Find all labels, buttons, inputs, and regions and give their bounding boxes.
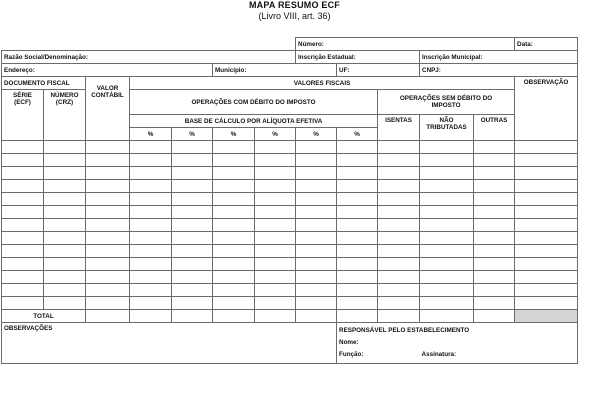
entry-cell[interactable] xyxy=(213,219,255,232)
endereco-field[interactable]: Endereço: xyxy=(2,64,213,77)
entry-cell[interactable] xyxy=(474,258,515,271)
entry-cell[interactable] xyxy=(2,271,44,284)
entry-cell[interactable] xyxy=(378,206,420,219)
entry-cell[interactable] xyxy=(130,271,172,284)
entry-cell[interactable] xyxy=(172,284,213,297)
entry-cell[interactable] xyxy=(172,232,213,245)
entry-cell[interactable] xyxy=(130,141,172,154)
entry-cell[interactable] xyxy=(130,180,172,193)
table-row xyxy=(2,245,578,258)
entry-cell[interactable] xyxy=(130,232,172,245)
entry-cell[interactable] xyxy=(255,271,296,284)
entry-cell[interactable] xyxy=(44,284,86,297)
total-label: TOTAL xyxy=(2,310,86,323)
op-sem-debito-header xyxy=(378,90,515,115)
entry-cell[interactable] xyxy=(378,180,420,193)
entry-cell[interactable] xyxy=(515,219,578,232)
entry-cell[interactable] xyxy=(378,271,420,284)
nao-line1: NÃO xyxy=(439,117,454,124)
entry-cell[interactable] xyxy=(296,167,337,180)
entry-cell[interactable] xyxy=(296,297,337,310)
numero-field[interactable]: Número: xyxy=(296,38,515,51)
entry-cell[interactable] xyxy=(86,193,130,206)
entry-cell[interactable] xyxy=(378,245,420,258)
table-row xyxy=(2,193,578,206)
entry-cell[interactable] xyxy=(130,193,172,206)
entry-cell[interactable] xyxy=(172,271,213,284)
numero-line2: (CRZ) xyxy=(55,99,74,106)
entry-cell[interactable] xyxy=(255,232,296,245)
entry-cell[interactable] xyxy=(296,141,337,154)
entry-cell[interactable] xyxy=(44,141,86,154)
total-cell[interactable] xyxy=(378,310,420,323)
uf-field[interactable]: UF: xyxy=(337,64,420,77)
entry-cell[interactable] xyxy=(2,258,44,271)
form-title: MAPA RESUMO ECF xyxy=(248,0,340,10)
entry-cell[interactable] xyxy=(44,232,86,245)
entry-cell[interactable] xyxy=(337,193,378,206)
entry-cell[interactable] xyxy=(213,284,255,297)
entry-cell[interactable] xyxy=(44,219,86,232)
entry-cell[interactable] xyxy=(86,245,130,258)
entry-cell[interactable] xyxy=(2,193,44,206)
table-row xyxy=(2,284,578,297)
entry-cell[interactable] xyxy=(296,154,337,167)
entry-cell[interactable] xyxy=(378,258,420,271)
entry-cell[interactable] xyxy=(172,206,213,219)
numero-crz-header xyxy=(44,90,86,141)
entry-cell[interactable] xyxy=(337,154,378,167)
op-com-debito-header: OPERAÇÕES COM DÉBITO DO IMPOSTO xyxy=(130,90,378,115)
table-row xyxy=(2,206,578,219)
entry-cell[interactable] xyxy=(213,180,255,193)
entry-cell[interactable] xyxy=(172,258,213,271)
entry-cell[interactable] xyxy=(420,245,474,258)
entry-cell[interactable] xyxy=(44,297,86,310)
aliquota-pct-5: % xyxy=(296,128,337,141)
entry-cell[interactable] xyxy=(378,284,420,297)
table-row xyxy=(2,297,578,310)
entry-cell[interactable] xyxy=(86,141,130,154)
entry-cell[interactable] xyxy=(172,167,213,180)
entry-cell[interactable] xyxy=(44,245,86,258)
data-field[interactable]: Data: xyxy=(515,38,578,51)
table-row xyxy=(2,219,578,232)
entry-cell[interactable] xyxy=(515,154,578,167)
entry-cell[interactable] xyxy=(172,219,213,232)
isentas-header: ISENTAS xyxy=(378,115,420,141)
entry-cell[interactable] xyxy=(515,167,578,180)
entry-cell[interactable] xyxy=(296,232,337,245)
entry-cell[interactable] xyxy=(296,206,337,219)
signature-line xyxy=(339,349,575,361)
entry-cell[interactable] xyxy=(2,206,44,219)
entry-cell[interactable] xyxy=(420,141,474,154)
mapa-resumo-table xyxy=(1,37,578,364)
entry-cell[interactable] xyxy=(378,297,420,310)
entry-cell[interactable] xyxy=(296,258,337,271)
entry-cell[interactable] xyxy=(2,167,44,180)
table-row xyxy=(2,232,578,245)
entry-cell[interactable] xyxy=(474,167,515,180)
entry-cell[interactable] xyxy=(420,271,474,284)
entry-cell[interactable] xyxy=(420,284,474,297)
entry-cell[interactable] xyxy=(474,193,515,206)
entry-cell[interactable] xyxy=(172,193,213,206)
entry-cell[interactable] xyxy=(474,206,515,219)
entry-cell[interactable] xyxy=(255,193,296,206)
aliquota-pct-6: % xyxy=(337,128,378,141)
entry-cell[interactable] xyxy=(2,297,44,310)
assinatura-field[interactable]: Assinatura: xyxy=(421,351,457,358)
entry-cell[interactable] xyxy=(474,297,515,310)
entry-cell[interactable] xyxy=(86,206,130,219)
total-cell[interactable] xyxy=(296,310,337,323)
op-sem-debito-line2: IMPOSTO xyxy=(431,102,461,109)
entry-cell[interactable] xyxy=(515,141,578,154)
numero-line1: NÚMERO xyxy=(50,92,79,99)
entry-cell[interactable] xyxy=(86,167,130,180)
entry-cell[interactable] xyxy=(337,206,378,219)
funcao-field[interactable]: Função: xyxy=(339,351,364,358)
entry-cell[interactable] xyxy=(420,167,474,180)
entry-cell[interactable] xyxy=(337,180,378,193)
entry-cell[interactable] xyxy=(86,232,130,245)
entry-cell[interactable] xyxy=(255,245,296,258)
serie-header xyxy=(2,90,44,141)
total-cell[interactable] xyxy=(420,310,474,323)
entry-cell[interactable] xyxy=(515,284,578,297)
entry-cell[interactable] xyxy=(2,141,44,154)
aliquota-pct-2: % xyxy=(172,128,213,141)
entry-cell[interactable] xyxy=(337,219,378,232)
entry-cell[interactable] xyxy=(296,180,337,193)
entry-cell[interactable] xyxy=(420,219,474,232)
entry-cell[interactable] xyxy=(213,232,255,245)
entry-cell[interactable] xyxy=(255,154,296,167)
entry-cell[interactable] xyxy=(213,206,255,219)
entry-cell[interactable] xyxy=(515,297,578,310)
entry-cell[interactable] xyxy=(172,154,213,167)
entry-cell[interactable] xyxy=(515,245,578,258)
entry-cell[interactable] xyxy=(255,297,296,310)
nao-line2: TRIBUTADAS xyxy=(426,124,467,131)
entry-cell[interactable] xyxy=(378,219,420,232)
entry-cell[interactable] xyxy=(172,245,213,258)
serie-line1: SÉRIE xyxy=(13,92,32,99)
entry-cell[interactable] xyxy=(296,284,337,297)
entry-cell[interactable] xyxy=(378,232,420,245)
total-cell[interactable] xyxy=(172,310,213,323)
entry-cell[interactable] xyxy=(44,258,86,271)
entry-cell[interactable] xyxy=(296,193,337,206)
entry-cell[interactable] xyxy=(296,271,337,284)
entry-cell[interactable] xyxy=(420,232,474,245)
entry-cell[interactable] xyxy=(515,206,578,219)
entry-cell[interactable] xyxy=(130,154,172,167)
entry-cell[interactable] xyxy=(296,245,337,258)
entry-cell[interactable] xyxy=(130,284,172,297)
total-cell[interactable] xyxy=(86,310,130,323)
valor-line2: CONTÁBIL xyxy=(91,92,124,99)
entry-cell[interactable] xyxy=(213,258,255,271)
entry-cell[interactable] xyxy=(44,193,86,206)
entry-cell[interactable] xyxy=(337,245,378,258)
entry-cell[interactable] xyxy=(44,180,86,193)
entry-cell[interactable] xyxy=(2,180,44,193)
entry-cell[interactable] xyxy=(86,284,130,297)
entry-cell[interactable] xyxy=(213,271,255,284)
entry-cell[interactable] xyxy=(337,141,378,154)
entry-cell[interactable] xyxy=(420,206,474,219)
entry-cell[interactable] xyxy=(515,232,578,245)
entry-cell[interactable] xyxy=(337,232,378,245)
documento-fiscal-header: DOCUMENTO FISCAL xyxy=(2,77,86,90)
entry-cell[interactable] xyxy=(420,193,474,206)
total-cell[interactable] xyxy=(337,310,378,323)
entry-cell[interactable] xyxy=(255,206,296,219)
entry-cell[interactable] xyxy=(130,219,172,232)
entry-cell[interactable] xyxy=(86,180,130,193)
valor-contabil-header xyxy=(86,77,130,141)
entry-cell[interactable] xyxy=(378,167,420,180)
entry-cell[interactable] xyxy=(255,180,296,193)
nome-field[interactable]: Nome: xyxy=(339,339,359,346)
entry-cell[interactable] xyxy=(130,167,172,180)
entry-cell[interactable] xyxy=(86,297,130,310)
entry-cell[interactable] xyxy=(337,297,378,310)
valores-fiscais-header: VALORES FISCAIS xyxy=(130,77,515,90)
entry-cell[interactable] xyxy=(2,219,44,232)
entry-cell[interactable] xyxy=(474,245,515,258)
entry-cell[interactable] xyxy=(337,167,378,180)
table-row xyxy=(2,258,578,271)
razao-social-field[interactable]: Razão Social/Denominação: xyxy=(2,51,296,64)
aliquota-pct-1: % xyxy=(130,128,172,141)
entry-cell[interactable] xyxy=(255,141,296,154)
observacao-header: OBSERVAÇÃO xyxy=(515,77,578,141)
table-row xyxy=(2,167,578,180)
total-cell[interactable] xyxy=(213,310,255,323)
observacoes-box[interactable]: OBSERVAÇÕES xyxy=(2,323,337,364)
entry-cell[interactable] xyxy=(420,154,474,167)
entry-cell[interactable] xyxy=(296,219,337,232)
entry-cell[interactable] xyxy=(2,232,44,245)
entry-cell[interactable] xyxy=(515,258,578,271)
responsavel-box xyxy=(337,323,578,364)
valor-line1: VALOR xyxy=(96,85,119,92)
entry-cell[interactable] xyxy=(130,258,172,271)
entry-cell[interactable] xyxy=(420,180,474,193)
entry-cell[interactable] xyxy=(515,193,578,206)
nao-tributadas-header xyxy=(420,115,474,141)
entry-cell[interactable] xyxy=(515,271,578,284)
entry-cell[interactable] xyxy=(337,258,378,271)
entry-cell[interactable] xyxy=(172,180,213,193)
entry-cell[interactable] xyxy=(474,180,515,193)
entry-cell[interactable] xyxy=(172,141,213,154)
form-subtitle: (Livro VIII, art. 36) xyxy=(258,11,331,21)
entry-cell[interactable] xyxy=(420,258,474,271)
entry-cell[interactable] xyxy=(44,206,86,219)
entry-cell[interactable] xyxy=(213,167,255,180)
entry-cell[interactable] xyxy=(86,258,130,271)
table-row xyxy=(2,141,578,154)
total-cell[interactable] xyxy=(255,310,296,323)
entry-cell[interactable] xyxy=(130,206,172,219)
entry-cell[interactable] xyxy=(86,219,130,232)
entry-cell[interactable] xyxy=(474,232,515,245)
entry-cell[interactable] xyxy=(130,297,172,310)
entry-cell[interactable] xyxy=(2,154,44,167)
table-row xyxy=(2,271,578,284)
outras-header: OUTRAS xyxy=(474,115,515,141)
entry-cell[interactable] xyxy=(474,219,515,232)
entry-cell[interactable] xyxy=(337,271,378,284)
base-calculo-header: BASE DE CÁLCULO POR ALÍQUOTA EFETIVA xyxy=(130,115,378,128)
entry-cell[interactable] xyxy=(44,271,86,284)
entry-cell[interactable] xyxy=(378,193,420,206)
total-cell[interactable] xyxy=(474,310,515,323)
entry-cell[interactable] xyxy=(378,141,420,154)
entry-cell[interactable] xyxy=(255,258,296,271)
inscricao-estadual-field[interactable]: Inscrição Estadual: xyxy=(296,51,420,64)
entry-cell[interactable] xyxy=(255,167,296,180)
entry-cell[interactable] xyxy=(2,284,44,297)
responsavel-title: RESPONSÁVEL PELO ESTABELECIMENTO xyxy=(339,327,470,334)
entry-cell[interactable] xyxy=(337,284,378,297)
entry-cell[interactable] xyxy=(474,154,515,167)
municipio-field[interactable]: Município: xyxy=(213,64,337,77)
aliquota-pct-3: % xyxy=(213,128,255,141)
table-row xyxy=(2,154,578,167)
entry-cell[interactable] xyxy=(255,284,296,297)
entry-cell[interactable] xyxy=(420,297,474,310)
entry-cell[interactable] xyxy=(378,154,420,167)
op-sem-debito-line1: OPERAÇÕES SEM DÉBITO DO xyxy=(399,95,493,102)
entry-cell[interactable] xyxy=(213,245,255,258)
entry-cell[interactable] xyxy=(213,297,255,310)
entry-cell[interactable] xyxy=(515,180,578,193)
entry-cell[interactable] xyxy=(474,141,515,154)
blank-cell xyxy=(2,38,296,51)
cnpj-field[interactable]: CNPJ: xyxy=(420,64,578,77)
total-observacao-shaded xyxy=(515,310,578,323)
entry-cell[interactable] xyxy=(474,284,515,297)
serie-line2: (ECF) xyxy=(14,99,31,106)
entry-cell[interactable] xyxy=(2,245,44,258)
entry-cell[interactable] xyxy=(213,193,255,206)
entry-cell[interactable] xyxy=(213,141,255,154)
entry-cell[interactable] xyxy=(86,154,130,167)
aliquota-pct-4: % xyxy=(255,128,296,141)
entry-cell[interactable] xyxy=(474,271,515,284)
entry-cell[interactable] xyxy=(255,219,296,232)
entry-cell[interactable] xyxy=(44,154,86,167)
table-row xyxy=(2,180,578,193)
entry-cell[interactable] xyxy=(172,297,213,310)
total-cell[interactable] xyxy=(130,310,172,323)
inscricao-municipal-field[interactable]: Inscrição Municipal: xyxy=(420,51,578,64)
entry-cell[interactable] xyxy=(86,271,130,284)
entry-cell[interactable] xyxy=(44,167,86,180)
entry-cell[interactable] xyxy=(130,245,172,258)
entry-cell[interactable] xyxy=(213,154,255,167)
